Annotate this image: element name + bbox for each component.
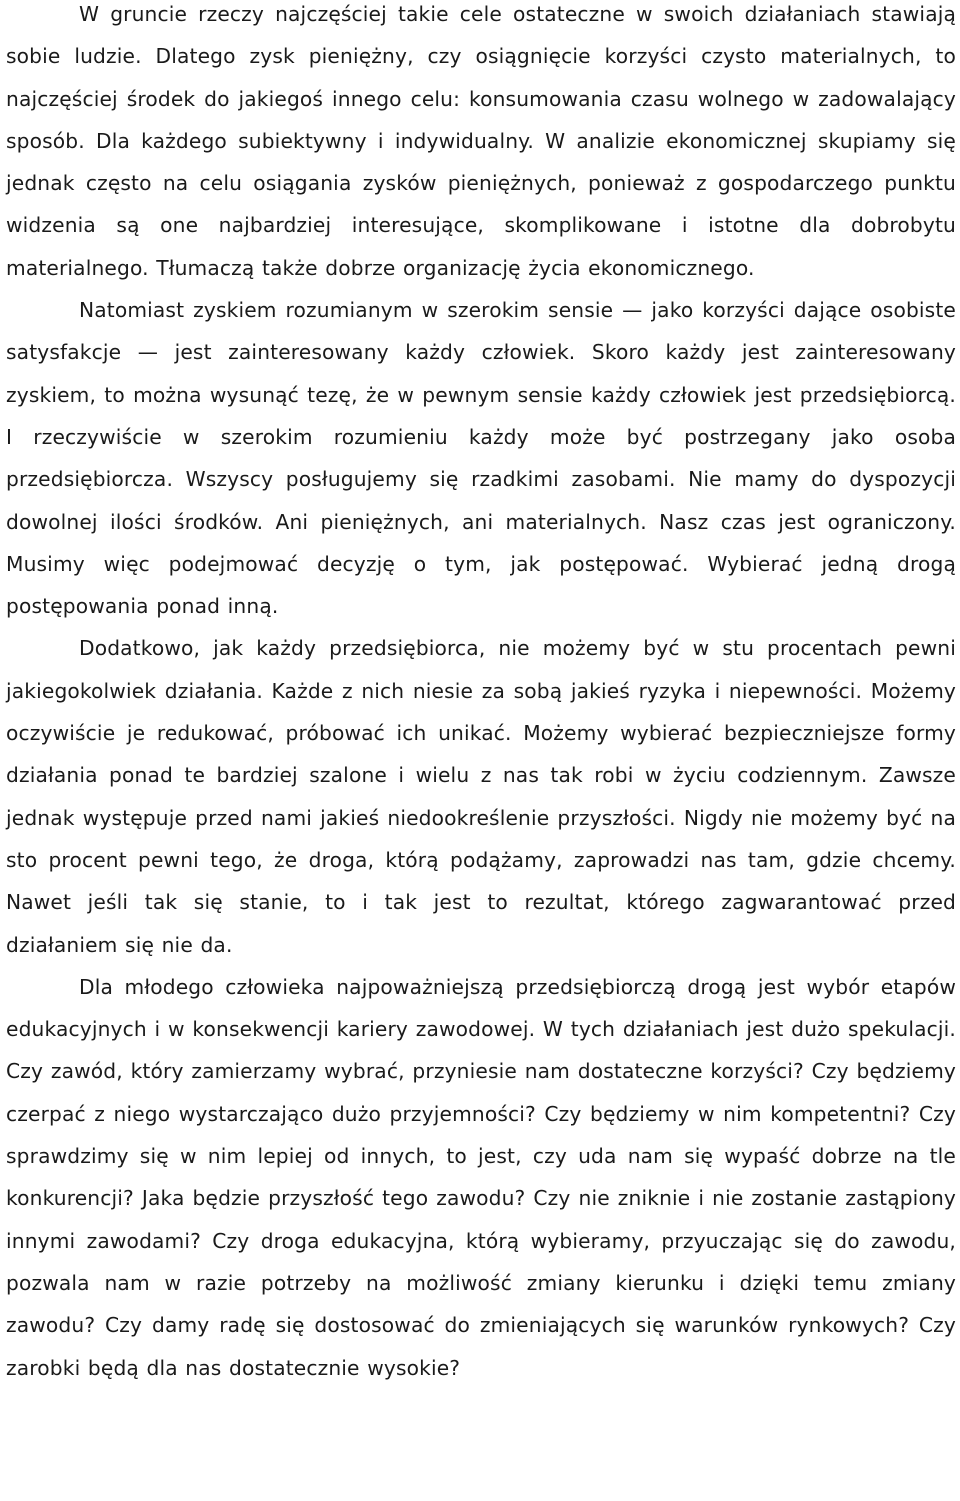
paragraph-4: Dla młodego człowieka najpoważniejszą przedsiębiorczą drogą jest wybór etapów edukacyjnych i w konsekwencji kariery zawodowej. W tych działaniach jest dużo spekulacji. Czy zawód, który zamierzamy wybrać, przyniesie nam dostateczne korzyści? Czy będziemy czerpać z niego wystarczająco dużo przyjemności? Czy będziemy w nim kompetentni? Czy sprawdzimy się w nim lepiej od innych, to jest, czy uda nam się wypaść dobrze na tle konkurencji? Jaka będzie przyszłość tego zawodu? Czy nie zniknie i nie zostanie zastąpiony innymi zawodami? Czy droga edukacyjna, którą wybieramy, przyuczając się do zawodu, pozwala nam w razie potrzeby na możliwość zmiany kierunku i dzięki temu zmiany zawodu? Czy damy radę się dostosować do zmieniających się warunków rynkowych? Czy zarobki będą dla nas dostatecznie wysokie? — [6, 974, 956, 1380]
paragraph-2: Natomiast zyskiem rozumianym w szerokim sensie — jako korzyści dające osobiste satysfakcje — jest zainteresowany każdy człowiek. Skoro każdy jest zainteresowany zyskiem, to można wysunąć tezę, że w pewnym sensie każdy człowiek jest przedsiębiorcą. I rzeczywiście w szerokim rozumieniu każdy może być postrzegany jako osoba przedsiębiorcza. Wszyscy posługujemy się rzadkimi zasobami. Nie mamy do dyspozycji dowolnej ilości środków. Ani pieniężnych, ani materialnych. Nasz czas jest ograniczony. Musimy więc podejmować decyzję o tym, jak postępować. Wybierać jedną drogą postępowania ponad inną. — [6, 298, 956, 619]
paragraph-3: Dodatkowo, jak każdy przedsiębiorca, nie możemy być w stu procentach pewni jakiegokolwiek działania. Każde z nich niesie za sobą jakieś ryzyka i niepewności. Możemy oczywiście je redukować, próbować ich unikać. Możemy wybierać bezpieczniejsze formy działania ponad te bardziej szalone i wielu z nas tak robi w życiu codziennym. Zawsze jednak występuje przed nami jakieś niedookreślenie przyszłości. Nigdy nie możemy być na sto procent pewni tego, że droga, którą podążamy, zaprowadzi nas tam, gdzie chcemy. Nawet jeśli tak się stanie, to i tak jest to rezultat, którego zagwarantować przed działaniem się nie da. — [6, 636, 956, 957]
paragraph-1: W gruncie rzeczy najczęściej takie cele ostateczne w swoich działaniach stawiają sobie ludzie. Dlatego zysk pieniężny, czy osiągnięcie korzyści czysto materialnych, to najczęściej środek do jakiegoś innego celu: konsumowania czasu wolnego w zadowalający sposób. Dla każdego subiektywny i indywidualny. W analizie ekonomicznej skupiamy się jednak często na celu osiągania zysków pieniężnych, ponieważ z gospodarczego punktu widzenia są one najbardziej interesujące, skomplikowane i istotne dla dobrobytu materialnego. Tłumaczą także dobrze organizację życia ekonomicznego. — [6, 2, 956, 280]
document-body — [6, 0, 956, 1389]
